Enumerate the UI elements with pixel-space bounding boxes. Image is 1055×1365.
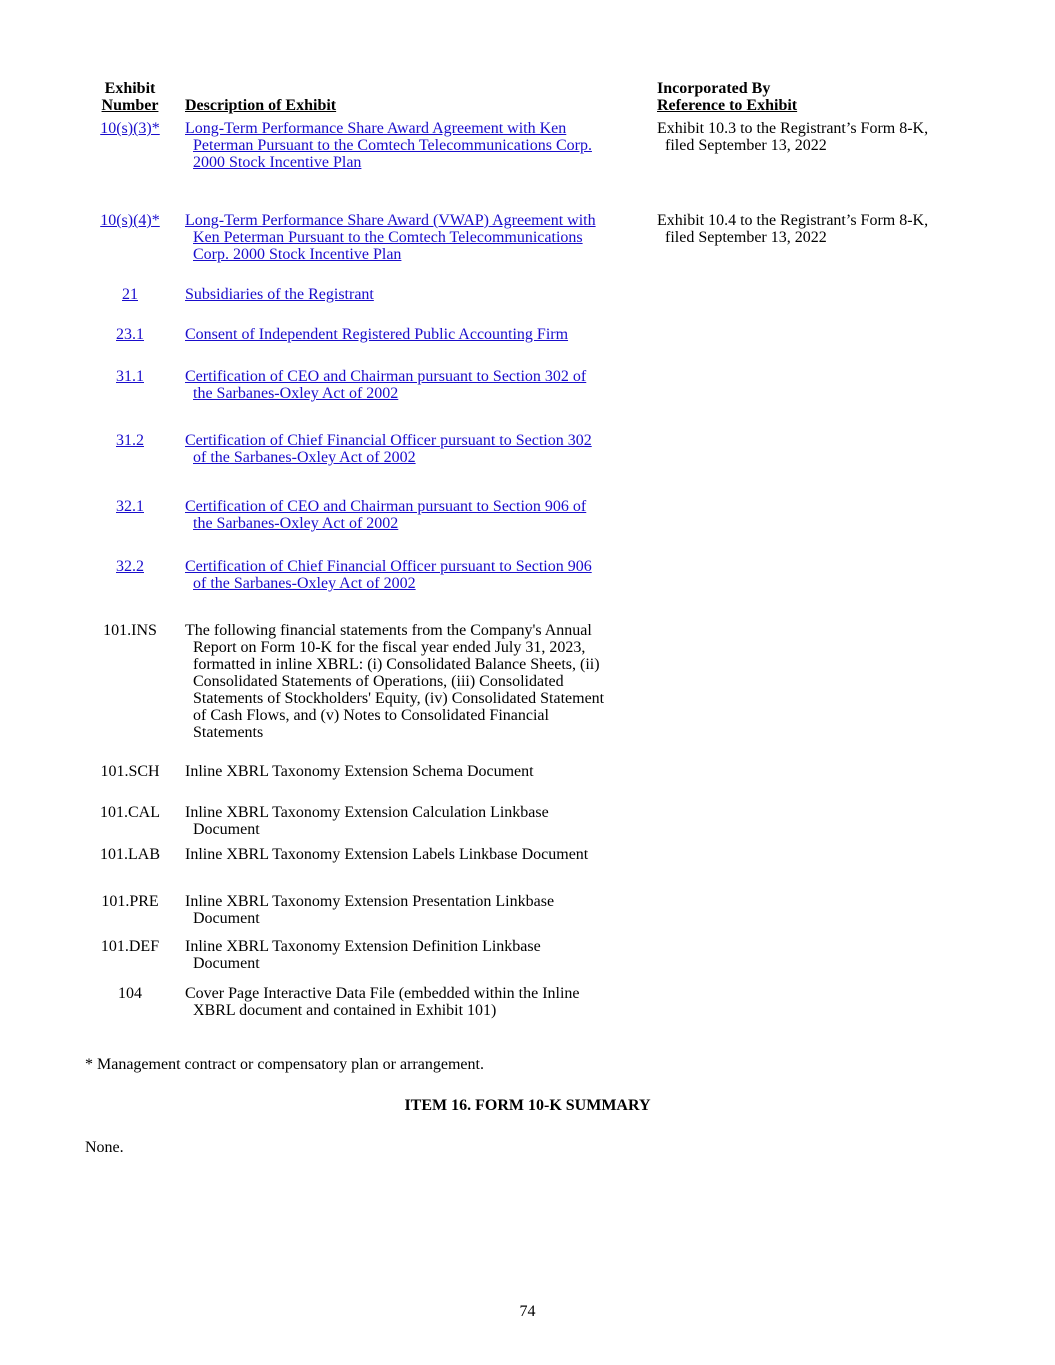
description-line: Cover Page Interactive Data File (embedded within the Inline xyxy=(185,985,580,1002)
exhibit-description[interactable] xyxy=(185,120,645,171)
description-line: Inline XBRL Taxonomy Extension Calculation Linkbase xyxy=(185,804,549,821)
description-line: The following financial statements from the Company's Annual xyxy=(185,622,592,639)
exhibit-number-link[interactable]: 31.1 xyxy=(116,368,144,385)
exhibit-reference xyxy=(657,212,987,246)
exhibit-description-link[interactable]: Certification of CEO and Chairman pursuant to Section 906 of xyxy=(185,498,587,515)
exhibit-description-link[interactable]: Consent of Independent Registered Public Accounting Firm xyxy=(185,326,569,343)
header-reference-to-exhibit: Reference to Exhibit xyxy=(657,97,798,114)
description-line: Inline XBRL Taxonomy Extension Labels Linkbase Document xyxy=(185,846,589,863)
column-header-exhibit-number xyxy=(80,80,180,114)
exhibit-number: 101.PRE xyxy=(101,893,159,910)
description-line: Statements xyxy=(193,724,264,741)
section-heading: ITEM 16. FORM 10-K SUMMARY xyxy=(404,1097,651,1114)
exhibit-number[interactable] xyxy=(80,558,180,575)
exhibit-description-link[interactable]: of the Sarbanes-Oxley Act of 2002 xyxy=(193,575,416,592)
exhibit-description-link[interactable]: Peterman Pursuant to the Comtech Telecommunications Corp. xyxy=(193,137,592,154)
exhibit-number[interactable] xyxy=(80,120,180,137)
exhibit-description[interactable] xyxy=(185,368,645,402)
exhibit-description[interactable] xyxy=(185,326,645,343)
exhibit-description-link[interactable]: Certification of CEO and Chairman pursuant to Section 302 of xyxy=(185,368,587,385)
exhibit-number-link[interactable]: 10(s)(3)* xyxy=(100,120,160,137)
exhibit-description-link[interactable]: Long-Term Performance Share Award Agreement with Ken xyxy=(185,120,567,137)
reference-line: Exhibit 10.4 to the Registrant’s Form 8-K, xyxy=(657,212,929,229)
exhibit-number: 101.INS xyxy=(103,622,157,639)
exhibit-description-link[interactable]: Corp. 2000 Stock Incentive Plan xyxy=(193,246,402,263)
description-line: Document xyxy=(193,910,260,927)
exhibit-number[interactable] xyxy=(80,498,180,515)
exhibit-description[interactable] xyxy=(185,212,645,263)
exhibit-description xyxy=(185,893,645,927)
section-body: None. xyxy=(85,1139,124,1156)
exhibit-description xyxy=(185,622,645,741)
exhibit-description-link[interactable]: Long-Term Performance Share Award (VWAP) Agreement with xyxy=(185,212,596,229)
exhibit-description xyxy=(185,938,645,972)
exhibit-number[interactable] xyxy=(80,432,180,449)
exhibit-number[interactable] xyxy=(80,368,180,385)
exhibit-description-link[interactable]: Certification of Chief Financial Officer pursuant to Section 906 xyxy=(185,558,592,575)
exhibit-description xyxy=(185,846,645,863)
column-header-description xyxy=(185,97,336,114)
description-line: XBRL document and contained in Exhibit 101) xyxy=(193,1002,497,1019)
header-number: Number xyxy=(101,97,159,114)
exhibit-number-link[interactable]: 21 xyxy=(122,286,138,303)
exhibit-description-link[interactable]: the Sarbanes-Oxley Act of 2002 xyxy=(193,515,399,532)
exhibit-number[interactable] xyxy=(80,286,180,303)
description-line: Document xyxy=(193,821,260,838)
exhibit-number-link[interactable]: 32.2 xyxy=(116,558,144,575)
description-line: Inline XBRL Taxonomy Extension Definition Linkbase xyxy=(185,938,541,955)
exhibit-number-link[interactable]: 23.1 xyxy=(116,326,144,343)
exhibit-number: 101.CAL xyxy=(100,804,160,821)
exhibit-description xyxy=(185,804,645,838)
description-line: formatted in inline XBRL: (i) Consolidated Balance Sheets, (ii) xyxy=(193,656,600,673)
exhibit-number-link[interactable]: 32.1 xyxy=(116,498,144,515)
exhibit-number[interactable] xyxy=(80,326,180,343)
exhibit-number: 101.DEF xyxy=(100,938,160,955)
header-incorporated-by: Incorporated By xyxy=(657,80,771,97)
exhibit-description[interactable] xyxy=(185,286,645,303)
column-header-reference xyxy=(657,80,797,114)
header-description: Description of Exhibit xyxy=(185,97,337,114)
description-line: Statements of Stockholders' Equity, (iv) Consolidated Statement xyxy=(193,690,605,707)
exhibit-description-link[interactable]: 2000 Stock Incentive Plan xyxy=(193,154,362,171)
exhibit-description xyxy=(185,763,645,780)
description-line: Report on Form 10-K for the fiscal year ended July 31, 2023, xyxy=(193,639,586,656)
exhibit-description-link[interactable]: Ken Peterman Pursuant to the Comtech Telecommunications xyxy=(193,229,583,246)
exhibit-number[interactable] xyxy=(80,212,180,229)
footnote: * Management contract or compensatory plan or arrangement. xyxy=(85,1056,484,1073)
exhibit-description[interactable] xyxy=(185,558,645,592)
exhibit-description[interactable] xyxy=(185,498,645,532)
reference-line: Exhibit 10.3 to the Registrant’s Form 8-K, xyxy=(657,120,929,137)
exhibit-description xyxy=(185,985,645,1019)
exhibit-number: 101.LAB xyxy=(100,846,160,863)
exhibit-description-link[interactable]: Subsidiaries of the Registrant xyxy=(185,286,374,303)
description-line: of Cash Flows, and (v) Notes to Consolidated Financial xyxy=(193,707,549,724)
exhibit-description-link[interactable]: Certification of Chief Financial Officer pursuant to Section 302 xyxy=(185,432,592,449)
reference-line: filed September 13, 2022 xyxy=(665,137,827,154)
page-number: 74 xyxy=(519,1303,536,1320)
description-line: Inline XBRL Taxonomy Extension Presentation Linkbase xyxy=(185,893,555,910)
description-line: Consolidated Statements of Operations, (iii) Consolidated xyxy=(193,673,564,690)
exhibit-number-link[interactable]: 31.2 xyxy=(116,432,144,449)
reference-line: filed September 13, 2022 xyxy=(665,229,827,246)
exhibit-description[interactable] xyxy=(185,432,645,466)
description-line: Inline XBRL Taxonomy Extension Schema Document xyxy=(185,763,534,780)
exhibit-description-link[interactable]: of the Sarbanes-Oxley Act of 2002 xyxy=(193,449,416,466)
exhibit-reference xyxy=(657,120,987,154)
header-exhibit: Exhibit xyxy=(104,80,156,97)
exhibit-number-link[interactable]: 10(s)(4)* xyxy=(100,212,160,229)
exhibit-description-link[interactable]: the Sarbanes-Oxley Act of 2002 xyxy=(193,385,399,402)
exhibit-number: 104 xyxy=(118,985,142,1002)
description-line: Document xyxy=(193,955,260,972)
exhibit-number: 101.SCH xyxy=(100,763,160,780)
